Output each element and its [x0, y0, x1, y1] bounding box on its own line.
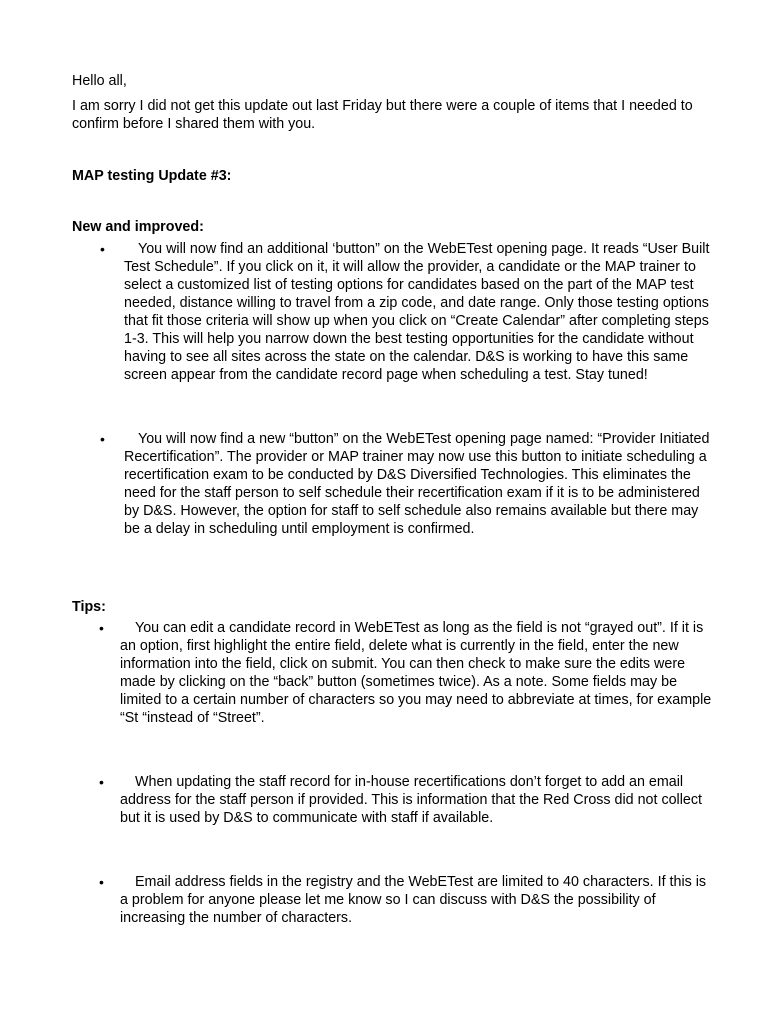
update-title: MAP testing Update #3: — [72, 168, 232, 184]
list-item-text: Email address fields in the registry and the WebETest are limited to 40 characters. If this is a problem for anyone please let me know so I can discuss with D&S the possibility of increasing the number of characters. — [120, 874, 707, 926]
tips-list — [72, 619, 712, 927]
tips-heading: Tips: — [72, 599, 106, 615]
list-item — [72, 619, 712, 727]
list-item — [72, 240, 712, 384]
intro-paragraph: I am sorry I did not get this update out last Friday but there were a couple of items that I needed to confirm before I shared them with you. — [72, 98, 693, 132]
list-item — [72, 873, 712, 927]
bullet-icon: • — [100, 431, 105, 447]
list-item — [72, 773, 712, 827]
new-section-heading: New and improved: — [72, 219, 204, 235]
bullet-icon: • — [99, 620, 104, 636]
list-item-text: You will now find an additional ‘button” on the WebETest opening page. It reads “User Built Test Schedule”. If you click on it, it will allow the provider, a candidate or the MAP trainer to select a customized list of testing options for candidates based on the part of the MAP test needed, distance willing to travel from a zip code, and date range. Only those testing options that fit those criteria will show up when you click on “Create Calendar” after completing steps 1-3. This will help you narrow down the best testing opportunities for the candidate without having to see all sites across the state on the calendar. D&S is working to have this same screen appear from the candidate record page when scheduling a test. Stay tuned! — [124, 241, 710, 383]
list-item-text: When updating the staff record for in-house recertifications don’t forget to add an email address for the staff person if provided. This is information that the Red Cross did not collect but it is used by D&S to communicate with staff if available. — [120, 774, 702, 826]
document-page — [72, 72, 712, 927]
list-item-text: You will now find a new “button” on the WebETest opening page named: “Provider Initiated Recertification”. The provider or MAP trainer may now use this button to initiate scheduling a recertification exam to be conducted by D&S Diversified Technologies. This eliminates the need for the staff person to self schedule their recertification exam if it is to be administered by D&S. However, the option for staff to self schedule also remains available but there may be a delay in scheduling until employment is confirmed. — [124, 431, 710, 537]
new-features-list — [72, 240, 712, 538]
bullet-icon: • — [99, 774, 104, 790]
list-item — [72, 430, 712, 538]
greeting: Hello all, — [72, 73, 127, 89]
list-item-text: You can edit a candidate record in WebETest as long as the field is not “grayed out”. If it is an option, first highlight the entire field, delete what is currently in the field, enter the new information into the field, click on submit. You can then check to make sure the edits were made by clicking on the “back” button (sometimes twice). As a note. Some fields may be limited to a certain number of characters so you may need to abbreviate at times, for example “St “instead of “Street”. — [120, 620, 712, 726]
bullet-icon: • — [100, 241, 105, 257]
bullet-icon: • — [99, 874, 104, 890]
